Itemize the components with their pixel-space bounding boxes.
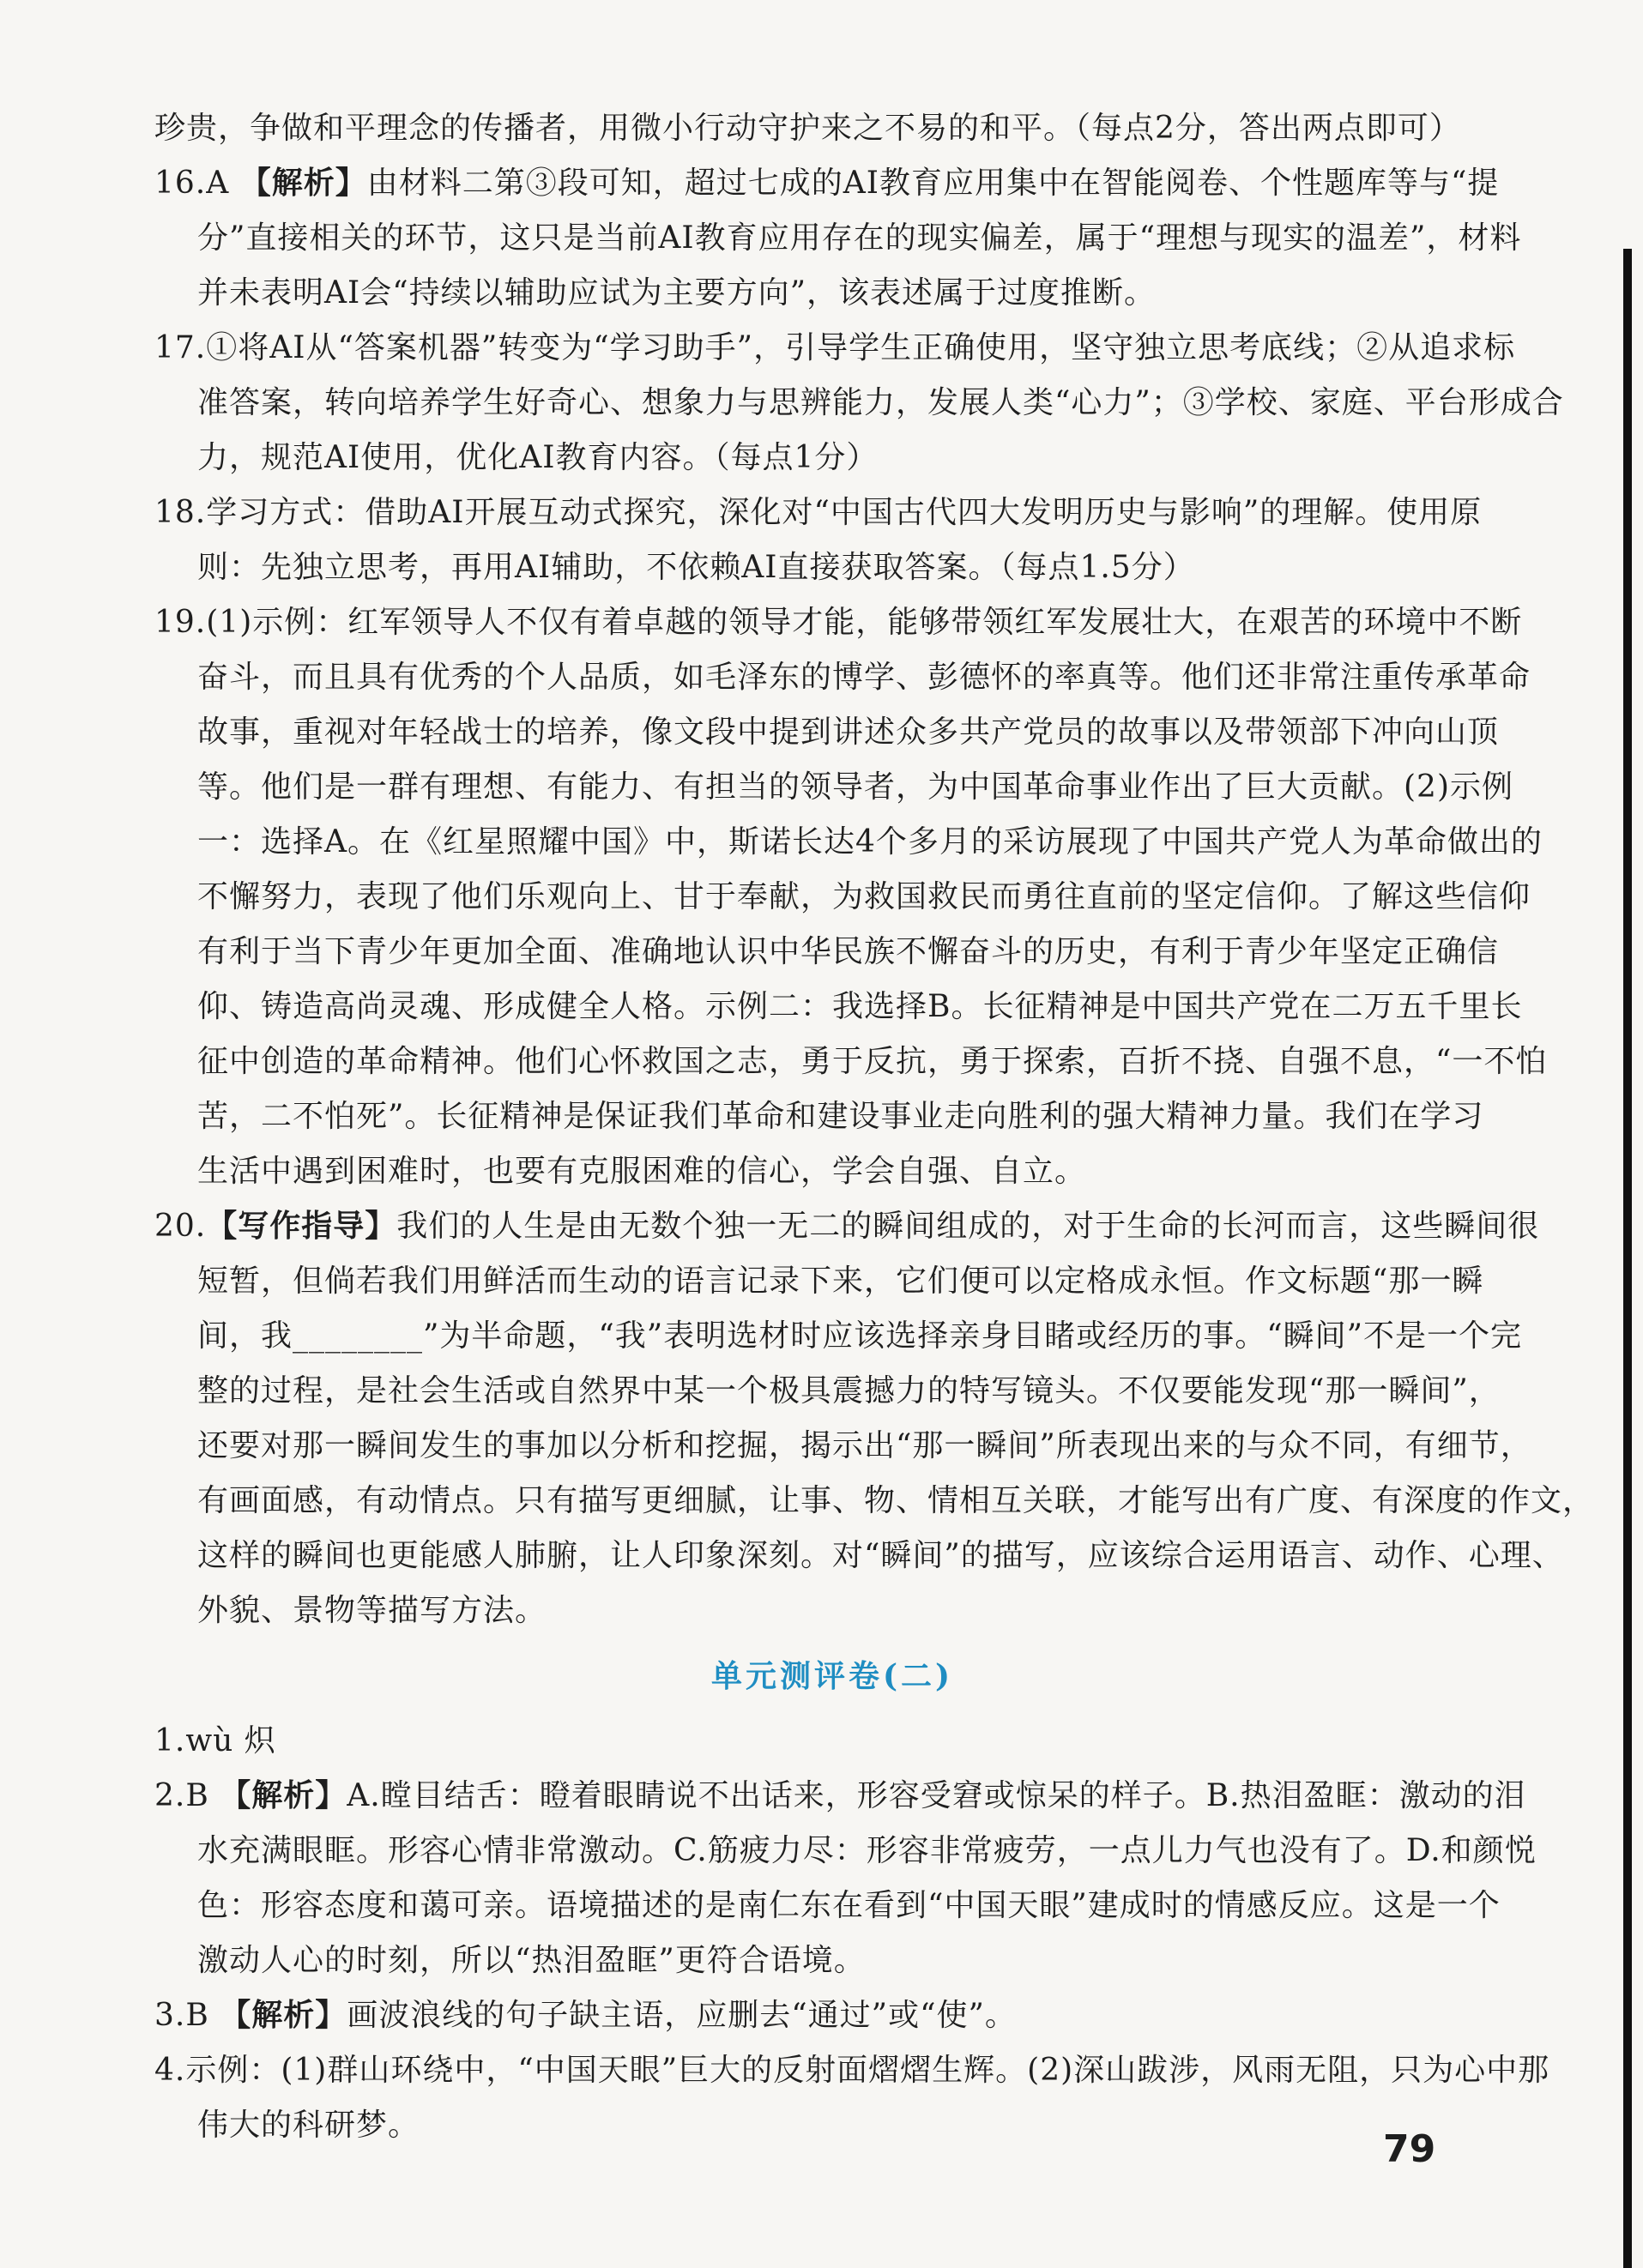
- line-text: 准答案，转向培养学生好奇心、想象力与思辨能力，发展人类“心力”；③学校、家庭、平台形成合: [197, 385, 1564, 420]
- line-text: 力，规范AI使用，优化AI教育内容。（每点1分）: [197, 440, 879, 475]
- line-text: 水充满眼眶。形容心情非常激动。C.筋疲力尽：形容非常疲劳，一点儿力气也没有了。D.和颜悦: [197, 1833, 1537, 1868]
- question-number: 2.B: [154, 1778, 220, 1813]
- text-line: [154, 1309, 1523, 1364]
- line-text: 等。他们是一群有理想、有能力、有担当的领导者，为中国革命事业作出了巨大贡献。(2)示例: [197, 769, 1513, 805]
- line-text: 激动人心的时刻，所以“热泪盈眶”更符合语境。: [197, 1943, 866, 1978]
- line-text: A.瞠目结舌：瞪着眼睛说不出话来，形容受窘或惊呆的样子。B.热泪盈眶：激动的泪: [347, 1778, 1526, 1813]
- text-line: [154, 1144, 1510, 1199]
- text-line: [154, 431, 1510, 486]
- text-line: [154, 815, 1543, 870]
- text-line: [154, 376, 1564, 431]
- text-line: [154, 1034, 1548, 1089]
- line-text: 色：形容态度和蔼可亲。语境描述的是南仁东在看到“中国天眼”建成时的情感反应。这是一个: [197, 1888, 1501, 1923]
- text-line: [154, 650, 1531, 705]
- answer-content: [154, 101, 1595, 2153]
- line-text: 有画面感，有动情点。只有描写更细腻，让事、物、情相互关联，才能写出有广度、有深度的作文，: [197, 1483, 1595, 1518]
- line-text: 生活中遇到困难时，也要有克服困难的信心，学会自强、自立。: [197, 1154, 1087, 1189]
- line-text: 则：先独立思考，再用AI辅助，不依赖AI直接获取答案。（每点1.5分）: [197, 550, 1195, 585]
- text-line: [154, 1824, 1537, 1879]
- line-text: 仰、铸造高尚灵魂、形成健全人格。示例二：我选择B。长征精神是中国共产党在二万五千里长: [197, 989, 1523, 1024]
- section-title: 单元测评卷(二): [710, 1658, 954, 1694]
- line-text: 18.学习方式：借助AI开展互动式探究，深化对“中国古代四大发明历史与影响”的理解。使用原: [154, 495, 1483, 530]
- text-line: [154, 1988, 1510, 2043]
- line-text: 不懈努力，表现了他们乐观向上、甘于奉献，为救国救民而勇往直前的坚定信仰。了解这些信仰: [197, 879, 1531, 914]
- question-number: 20.: [154, 1209, 207, 1244]
- analysis-tag: 【解析】: [220, 1778, 347, 1813]
- text-line: [154, 1089, 1510, 1144]
- text-line: [154, 925, 1510, 980]
- line-text: 整的过程，是社会生活或自然界中某一个极具震撼力的特写镜头。不仅要能发现“那一瞬间”，: [197, 1373, 1501, 1408]
- text-line: [154, 540, 1510, 595]
- line-text: 征中创造的革命精神。他们心怀救国之志，勇于反抗，勇于探索，百折不挠、自强不息，“一不怕: [197, 1044, 1548, 1079]
- line-text: 一：选择A。在《红星照耀中国》中，斯诺长达4个多月的采访展现了中国共产党人为革命做出的: [197, 824, 1543, 860]
- line-text: 我们的人生是由无数个独一无二的瞬间组成的，对于生命的长河而言，这些瞬间很: [396, 1209, 1540, 1244]
- analysis-tag: 【解析】: [239, 166, 367, 201]
- text-line: [154, 760, 1513, 815]
- text-line: [154, 156, 1510, 211]
- text-line: [154, 705, 1510, 760]
- text-line: [154, 1254, 1510, 1309]
- text-line: [154, 211, 1522, 266]
- text-line: [154, 1583, 1510, 1638]
- question-number: 3.B: [154, 1998, 220, 2033]
- answers-unit-two: [154, 1714, 1550, 2153]
- line-text: 间，我________”为半命题，“我”表明选材时应该选择亲身目睹或经历的事。“瞬间”不是一个完: [197, 1318, 1523, 1354]
- question-number: 16.A: [154, 166, 240, 201]
- text-line: [154, 1199, 1540, 1254]
- line-text: 4.示例：(1)群山环绕中，“中国天眼”巨大的反射面熠熠生辉。(2)深山跋涉，风雨无阻，只为心中那: [154, 2053, 1550, 2088]
- line-text: 由材料二第③段可知，超过七成的AI教育应用集中在智能阅卷、个性题库等与“提: [366, 166, 1500, 201]
- line-text: 分”直接相关的环节，这只是当前AI教育应用存在的现实偏差，属于“理想与现实的温差”，材料: [197, 220, 1522, 256]
- line-text: 并未表明AI会“持续以辅助应试为主要方向”，该表述属于过度推断。: [197, 275, 1157, 311]
- analysis-tag: 【写作指导】: [206, 1209, 397, 1244]
- line-text: 短暂，但倘若我们用鲜活而生动的语言记录下来，它们便可以定格成永恒。作文标题“那一瞬: [197, 1264, 1484, 1299]
- text-line: [154, 1879, 1510, 1933]
- page-edge-shadow: [1623, 249, 1632, 2268]
- text-line: [154, 1364, 1510, 1419]
- text-line: [154, 2043, 1550, 2098]
- text-line: [154, 1474, 1595, 1529]
- text-line: [154, 101, 1510, 156]
- line-text: 这样的瞬间也更能感人肺腑，让人印象深刻。对“瞬间”的描写，应该综合运用语言、动作、心理、: [197, 1538, 1564, 1573]
- line-text: 画波浪线的句子缺主语，应删去“通过”或“使”。: [347, 1998, 1017, 2033]
- text-line: [154, 1769, 1526, 1824]
- line-text: 还要对那一瞬间发生的事加以分析和挖掘，揭示出“那一瞬间”所表现出来的与众不同，有细节，: [197, 1428, 1532, 1463]
- text-line: [154, 1529, 1564, 1583]
- line-text: 奋斗，而且具有优秀的个人品质，如毛泽东的博学、彭德怀的率真等。他们还非常注重传承革命: [197, 660, 1531, 695]
- text-line: [154, 321, 1516, 376]
- answers-unit-one: [154, 101, 1595, 1638]
- text-line: [154, 870, 1531, 925]
- text-line: [154, 980, 1523, 1034]
- line-text: 17.①将AI从“答案机器”转变为“学习助手”，引导学生正确使用，坚守独立思考底线；②从追求标: [154, 330, 1516, 365]
- line-text: 19.(1)示例：红军领导人不仅有着卓越的领导才能，能够带领红军发展壮大，在艰苦的环境中不断: [154, 605, 1523, 640]
- text-line: [154, 486, 1510, 540]
- text-line: [154, 1933, 1510, 1988]
- line-text: 有利于当下青少年更加全面、准确地认识中华民族不懈奋斗的历史，有利于青少年坚定正确信: [197, 934, 1500, 969]
- line-text: 故事，重视对年轻战士的培养，像文段中提到讲述众多共产党员的故事以及带领部下冲向山顶: [197, 715, 1500, 750]
- text-line: [154, 266, 1510, 321]
- line-text: 苦，二不怕死”。长征精神是保证我们革命和建设事业走向胜利的强大精神力量。我们在学习: [197, 1099, 1484, 1134]
- text-line: [154, 2098, 1510, 2153]
- page-number: 79: [1383, 2127, 1436, 2171]
- text-line: [154, 595, 1523, 650]
- analysis-tag: 【解析】: [220, 1998, 347, 2033]
- line-text: 外貌、景物等描写方法。: [197, 1593, 547, 1628]
- line-text: 伟大的科研梦。: [197, 2108, 420, 2143]
- text-line: [154, 1714, 1510, 1769]
- line-text: 珍贵，争做和平理念的传播者，用微小行动守护来之不易的和平。（每点2分，答出两点即可）: [154, 111, 1461, 146]
- text-line: [154, 1419, 1532, 1474]
- line-text: 1.wù 炽: [154, 1723, 276, 1758]
